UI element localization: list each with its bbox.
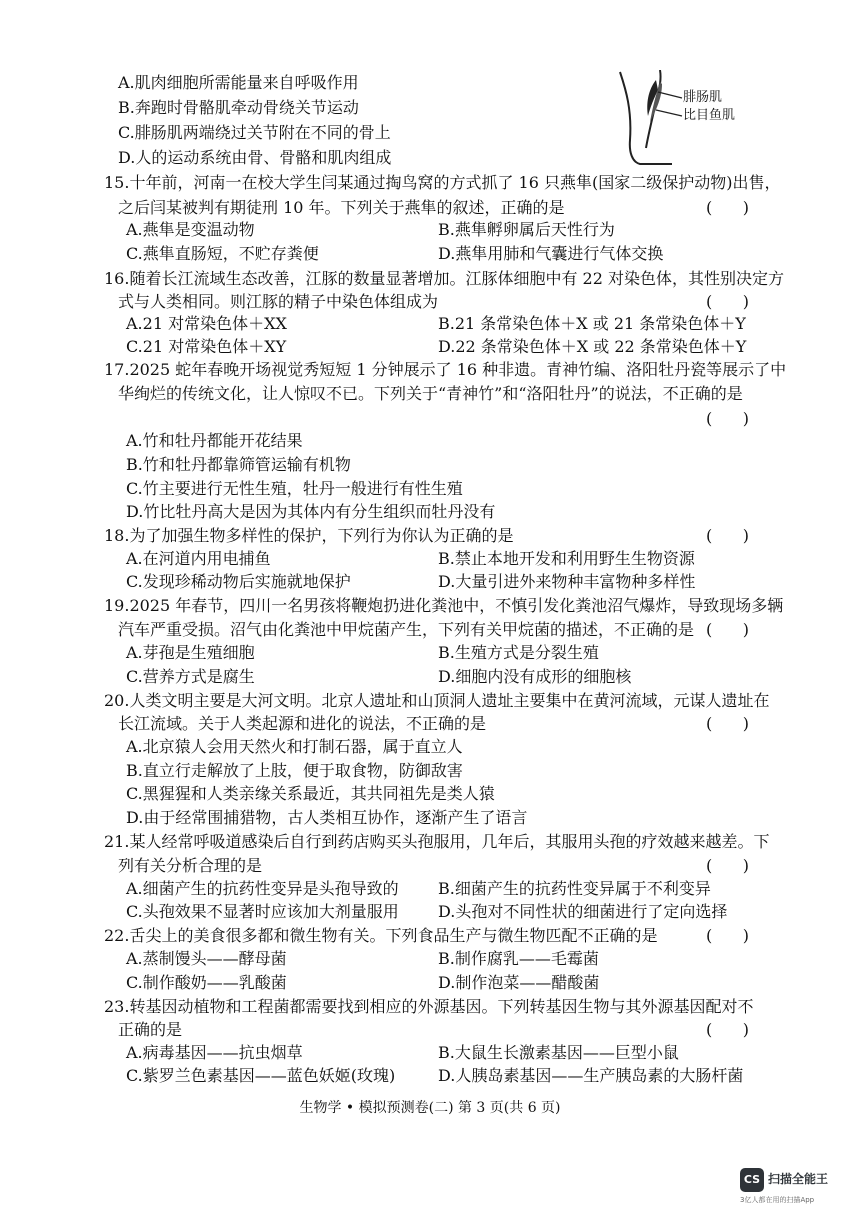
q22-option-a: A.蒸制馒头——酵母菌	[126, 949, 287, 968]
q18-option-d: D.大量引进外来物种丰富物种多样性	[438, 572, 696, 591]
camscanner-logo-icon: CS	[740, 1168, 764, 1192]
page-footer: 生物学 • 模拟预测卷(二) 第 3 页(共 6 页)	[299, 1100, 561, 1116]
q20-option-a: A.北京猿人会用天然火和打制石器，属于直立人	[126, 737, 463, 756]
q22-option-d: D.制作泡菜——醋酸菌	[438, 973, 600, 992]
q23-option-c: C.紫罗兰色素基因——蓝色妖姬(玫瑰)	[126, 1066, 396, 1085]
q17-option-a: A.竹和牡丹都能开花结果	[126, 431, 303, 450]
q19-answer-blank: ( )	[706, 620, 749, 639]
q18-option-a: A.在河道内用电捕鱼	[126, 549, 271, 568]
q21-option-b: B.细菌产生的抗药性变异属于不利变异	[438, 879, 711, 898]
q15-option-d: D.燕隼用肺和气囊进行气体交换	[438, 244, 664, 263]
q17-answer-blank: ( )	[706, 409, 749, 428]
q20-option-c: C.黑猩猩和人类亲缘关系最近，其共同祖先是类人猿	[126, 784, 495, 803]
q21-answer-blank: ( )	[706, 856, 749, 875]
q20-answer-blank: ( )	[706, 714, 749, 733]
q18-option-b: B.禁止本地开发和利用野生生物资源	[438, 549, 695, 568]
scanner-watermark	[740, 1168, 850, 1208]
q23-option-d: D.人胰岛素基因——生产胰岛素的大肠杆菌	[438, 1066, 744, 1085]
q19-option-a: A.芽孢是生殖细胞	[126, 643, 255, 662]
q17-option-c: C.竹主要进行无性生殖，牡丹一般进行有性生殖	[126, 479, 463, 498]
q23-answer-blank: ( )	[706, 1020, 749, 1039]
q16-option-b: B.21 条常染色体＋X 或 21 条常染色体＋Y	[438, 314, 746, 333]
q23-option-a: A.病毒基因——抗虫烟草	[126, 1043, 303, 1062]
q19-stem-line2: 汽车严重受损。沼气由化粪池中甲烷菌产生，下列有关甲烷菌的描述，不正确的是	[118, 620, 695, 639]
gastrocnemius-label: 腓肠肌	[683, 90, 723, 105]
q14-option-d: D.人的运动系统由骨、骨骼和肌肉组成	[118, 148, 392, 167]
q17-option-b: B.竹和牡丹都靠筛管运输有机物	[126, 455, 351, 474]
watermark-tagline: 3亿人都在用的扫描App	[740, 1196, 815, 1204]
q14-option-a: A.肌肉细胞所需能量来自呼吸作用	[118, 73, 359, 92]
q22-option-b: B.制作腐乳——毛霉菌	[438, 949, 599, 968]
q23-stem-line1: 23.转基因动植物和工程菌都需要找到相应的外源基因。下列转基因生物与其外源基因配对不	[104, 997, 754, 1016]
q16-option-a: A.21 对常染色体＋XX	[126, 314, 287, 333]
q15-stem-line1: 15.十年前，河南一在校大学生闫某通过掏鸟窝的方式抓了 16 只燕隼(国家二级保护动物)出售，	[104, 173, 781, 192]
q19-option-d: D.细胞内没有成形的细胞核	[438, 667, 632, 686]
q19-option-c: C.营养方式是腐生	[126, 667, 255, 686]
q14-option-c: C.腓肠肌两端绕过关节附在不同的骨上	[118, 123, 391, 142]
q17-option-d: D.竹比牡丹高大是因为其体内有分生组织而牡丹没有	[126, 502, 496, 521]
q20-option-b: B.直立行走解放了上肢，便于取食物，防御敌害	[126, 761, 463, 780]
q20-stem-line1: 20.人类文明主要是大河文明。北京人遗址和山顶洞人遗址主要集中在黄河流域，元谋人遗址在	[104, 691, 770, 710]
q19-option-b: B.生殖方式是分裂生殖	[438, 643, 599, 662]
leg-muscle-figure	[612, 70, 752, 166]
q21-option-c: C.头孢效果不显著时应该加大剂量服用	[126, 902, 399, 921]
q18-answer-blank: ( )	[706, 526, 749, 545]
q17-stem-line2: 华绚烂的传统文化，让人惊叹不已。下列关于“青神竹”和“洛阳牡丹”的说法，不正确的是	[118, 384, 743, 403]
q16-answer-blank: ( )	[706, 292, 749, 311]
q19-stem-line1: 19.2025 年春节，四川一名男孩将鞭炮扔进化粪池中，不慎引发化粪池沼气爆炸，导致现场多辆	[104, 596, 784, 615]
q21-option-a: A.细菌产生的抗药性变异是头孢导致的	[126, 879, 399, 898]
q18-stem-line1: 18.为了加强生物多样性的保护，下列行为你认为正确的是	[104, 526, 514, 545]
q21-stem-line2: 列有关分析合理的是	[118, 856, 263, 875]
q15-option-c: C.燕隼直肠短，不贮存粪便	[126, 244, 319, 263]
q20-stem-line2: 长江流域。关于人类起源和进化的说法，不正确的是	[118, 714, 487, 733]
q21-option-d: D.头孢对不同性状的细菌进行了定向选择	[438, 902, 728, 921]
q17-stem-line1: 17.2025 蛇年春晚开场视觉秀短短 1 分钟展示了 16 种非遗。青神竹编、洛阳牡丹瓷等展示了中	[104, 360, 787, 379]
q15-option-b: B.燕隼孵卵属后天性行为	[438, 220, 615, 239]
q18-option-c: C.发现珍稀动物后实施就地保护	[126, 572, 351, 591]
q20-option-d: D.由于经常围捕猎物，古人类相互协作，逐渐产生了语言	[126, 808, 528, 827]
q14-option-b: B.奔跑时骨骼肌牵动骨绕关节运动	[118, 98, 359, 117]
q16-option-c: C.21 对常染色体＋XY	[126, 337, 287, 356]
q15-answer-blank: ( )	[706, 198, 749, 217]
q22-option-c: C.制作酸奶——乳酸菌	[126, 973, 287, 992]
watermark-app-name: 扫描全能王	[768, 1172, 829, 1186]
q23-stem-line2: 正确的是	[118, 1020, 183, 1039]
q15-option-a: A.燕隼是变温动物	[126, 220, 255, 239]
q23-option-b: B.大鼠生长激素基因——巨型小鼠	[438, 1043, 679, 1062]
q16-option-d: D.22 条常染色体＋X 或 22 条常染色体＋Y	[438, 337, 747, 356]
q21-stem-line1: 21.某人经常呼吸道感染后自行到药店购买头孢服用，几年后，其服用头孢的疗效越来越差。下	[104, 832, 770, 851]
q16-stem-line1: 16.随着长江流域生态改善，江豚的数量显著增加。江豚体细胞中有 22 对染色体，其性别决定方	[104, 269, 784, 288]
q22-answer-blank: ( )	[706, 926, 749, 945]
soleus-label: 比目鱼肌	[683, 108, 736, 123]
q16-stem-line2: 式与人类相同。则江豚的精子中染色体组成为	[118, 292, 439, 311]
q22-stem-line1: 22.舌尖上的美食很多都和微生物有关。下列食品生产与微生物匹配不正确的是	[104, 926, 658, 945]
q15-stem-line2: 之后闫某被判有期徒刑 10 年。下列关于燕隼的叙述，正确的是	[118, 198, 565, 217]
